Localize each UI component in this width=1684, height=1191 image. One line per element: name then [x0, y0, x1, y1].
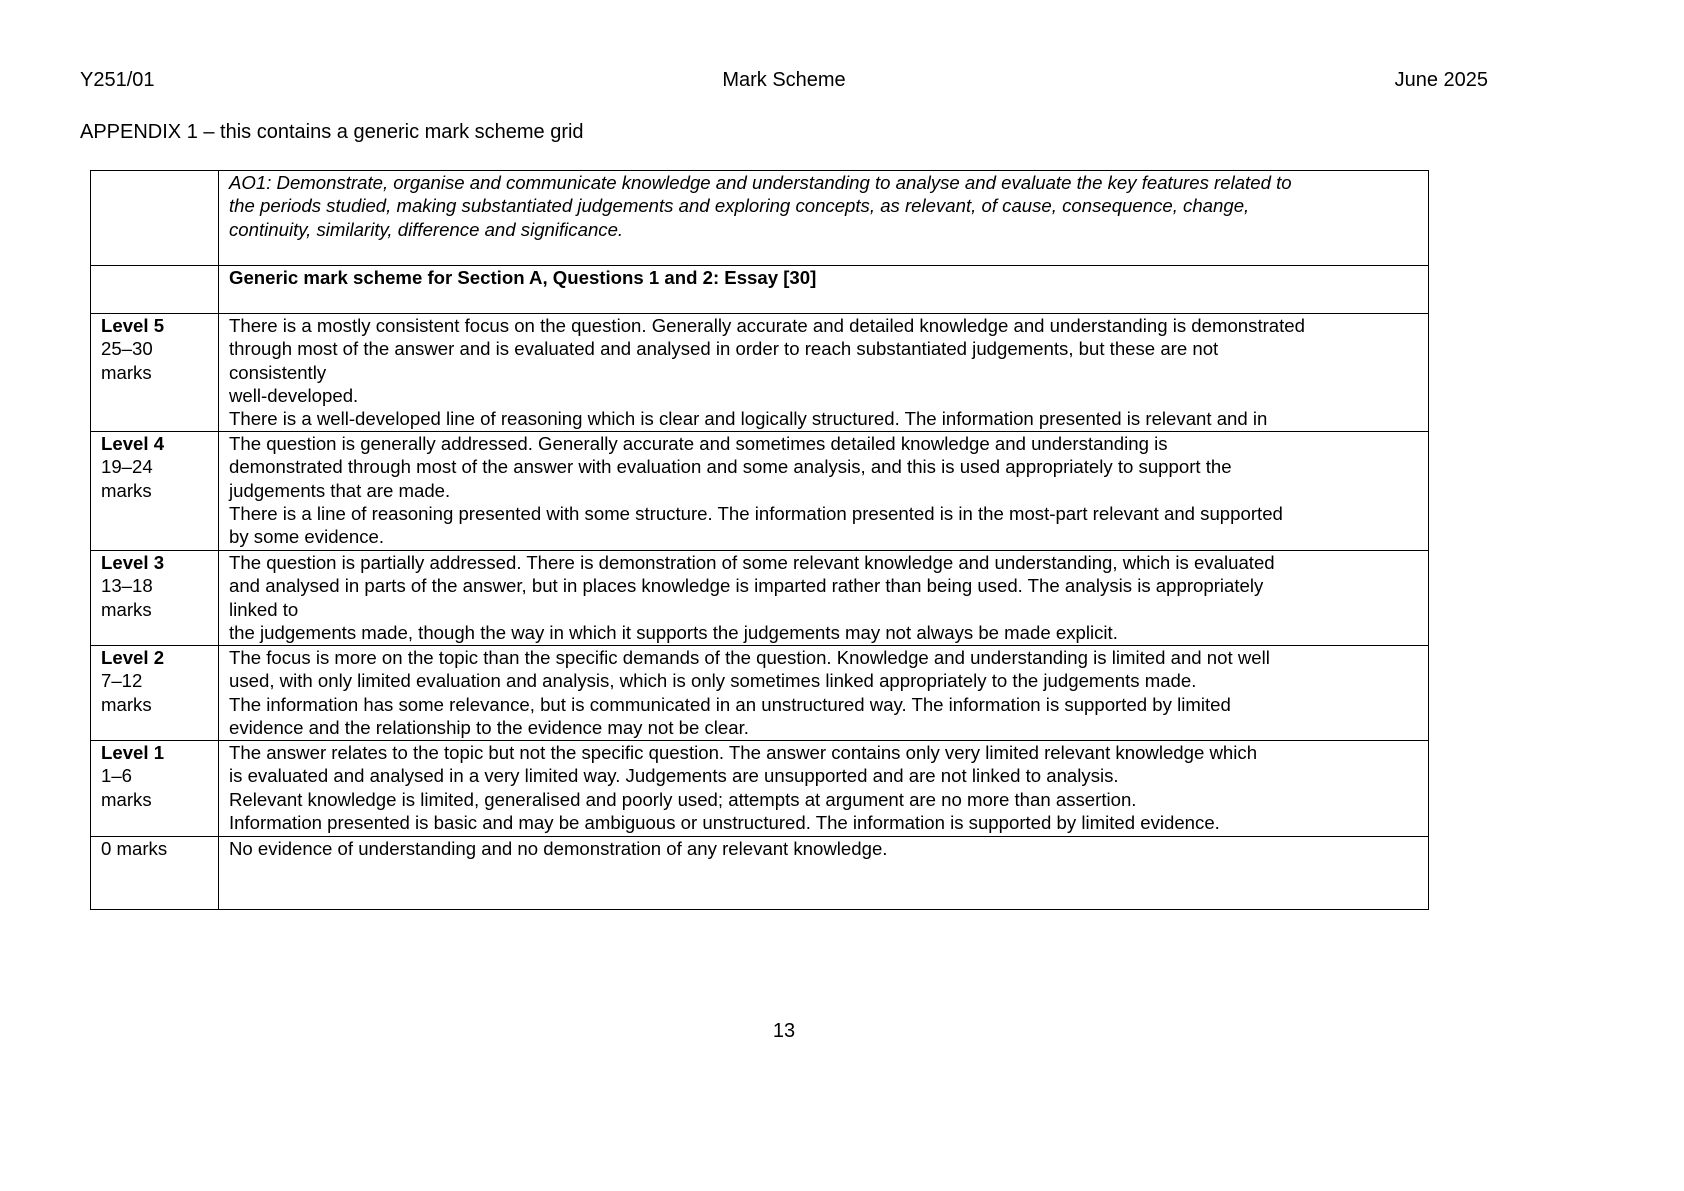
level-row — [91, 551, 1429, 646]
zero-marks-description: No evidence of understanding and no demonstration of any relevant knowledge. — [219, 837, 1429, 910]
level-line: is evaluated and analysed in a very limited way. Judgements are unsupported and are not linked to analysis. — [229, 765, 1119, 787]
level-description — [219, 551, 1429, 646]
zero-marks-row — [91, 837, 1429, 910]
level-description — [219, 314, 1429, 432]
level-description — [219, 646, 1429, 741]
level-label-cell — [91, 741, 219, 837]
level-line: and analysed in parts of the answer, but in places knowledge is imparted rather than being used. The analysis is appropriately — [229, 575, 1264, 597]
level-range: 7–12 — [101, 670, 143, 692]
level-line: Information presented is basic and may be ambiguous or unstructured. The information is supported by limited evidence. — [229, 811, 1220, 833]
level-row — [91, 741, 1429, 837]
level-description — [219, 741, 1429, 837]
ao1-line: AO1: Demonstrate, organise and communicate knowledge and understanding to analyse and evaluate the key features related to — [229, 172, 1292, 193]
level-label-cell — [91, 551, 219, 646]
mark-scheme-grid — [90, 170, 1429, 910]
level-label-cell — [91, 432, 219, 551]
level-line: There is a line of reasoning presented with some structure. The information presented is in the most-part relevant and supported — [229, 502, 1283, 524]
level-name: Level 3 — [101, 552, 165, 573]
level-marks: marks — [101, 361, 152, 383]
ao1-line: the periods studied, making substantiated judgements and exploring concepts, as relevant, of cause, consequence, change, — [229, 195, 1250, 217]
level-line: judgements that are made. — [229, 479, 451, 501]
ao1-label-cell — [91, 171, 219, 266]
level-range: 19–24 — [101, 456, 153, 478]
level-line: The information has some relevance, but is communicated in an unstructured way. The information is supported by limited — [229, 693, 1231, 715]
level-range: 13–18 — [101, 575, 153, 597]
level-description — [219, 432, 1429, 551]
level-line: used, with only limited evaluation and analysis, which is only sometimes linked appropriately to the judgements made. — [229, 670, 1197, 692]
level-line: The focus is more on the topic than the specific demands of the question. Knowledge and understanding is limited and not well — [229, 647, 1270, 668]
level-line: well-developed. — [229, 384, 359, 406]
level-name: Level 5 — [101, 315, 165, 336]
scheme-title-row — [91, 266, 1429, 314]
level-line: Relevant knowledge is limited, generalised and poorly used; attempts at argument are no more than assertion. — [229, 788, 1137, 810]
level-marks: marks — [101, 693, 152, 715]
level-name: Level 2 — [101, 647, 165, 668]
ao1-row — [91, 171, 1429, 266]
level-line: linked to — [229, 598, 299, 620]
scheme-title: Generic mark scheme for Section A, Questions 1 and 2: Essay [30] — [219, 266, 1429, 314]
appendix-heading: APPENDIX 1 – this contains a generic mark scheme grid — [80, 121, 584, 143]
level-row — [91, 314, 1429, 432]
ao1-description — [219, 171, 1429, 266]
document-date: June 2025 — [1394, 69, 1488, 91]
level-marks: marks — [101, 598, 152, 620]
level-name: Level 4 — [101, 433, 165, 454]
ao1-line: continuity, similarity, difference and significance. — [229, 218, 624, 240]
level-line: The question is partially addressed. There is demonstration of some relevant knowledge and understanding, which is evaluated — [229, 552, 1275, 573]
level-line: consistently — [229, 361, 327, 383]
level-line: by some evidence. — [229, 526, 385, 548]
level-line: the judgements made, though the way in which it supports the judgements may not always be made explicit. — [229, 621, 1118, 643]
document-code: Y251/01 — [80, 69, 155, 91]
level-marks: marks — [101, 788, 152, 810]
level-line: The answer relates to the topic but not the specific question. The answer contains only very limited relevant knowledge which — [229, 742, 1258, 763]
level-line: evidence and the relationship to the evidence may not be clear. — [229, 716, 749, 738]
level-range: 25–30 — [101, 338, 153, 360]
scheme-title-label-cell — [91, 266, 219, 314]
level-line: There is a well-developed line of reasoning which is clear and logically structured. The information presented is relevant and in — [229, 408, 1268, 430]
level-marks: marks — [101, 479, 152, 501]
level-range: 1–6 — [101, 765, 133, 787]
document-title: Mark Scheme — [722, 69, 846, 91]
level-row — [91, 646, 1429, 741]
level-label-cell — [91, 646, 219, 741]
level-name: Level 1 — [101, 742, 165, 763]
level-line: demonstrated through most of the answer with evaluation and some analysis, and this is used appropriately to support the — [229, 456, 1232, 478]
level-label-cell — [91, 314, 219, 432]
level-line: There is a mostly consistent focus on the question. Generally accurate and detailed knowledge and understanding is demonstrated — [229, 315, 1305, 336]
zero-marks-label: 0 marks — [91, 837, 219, 910]
page-number: 13 — [772, 1020, 796, 1042]
level-line: through most of the answer and is evaluated and analysed in order to reach substantiated judgements, but these are not — [229, 338, 1219, 360]
level-line: The question is generally addressed. Generally accurate and sometimes detailed knowledge and understanding is — [229, 433, 1168, 454]
level-row — [91, 432, 1429, 551]
